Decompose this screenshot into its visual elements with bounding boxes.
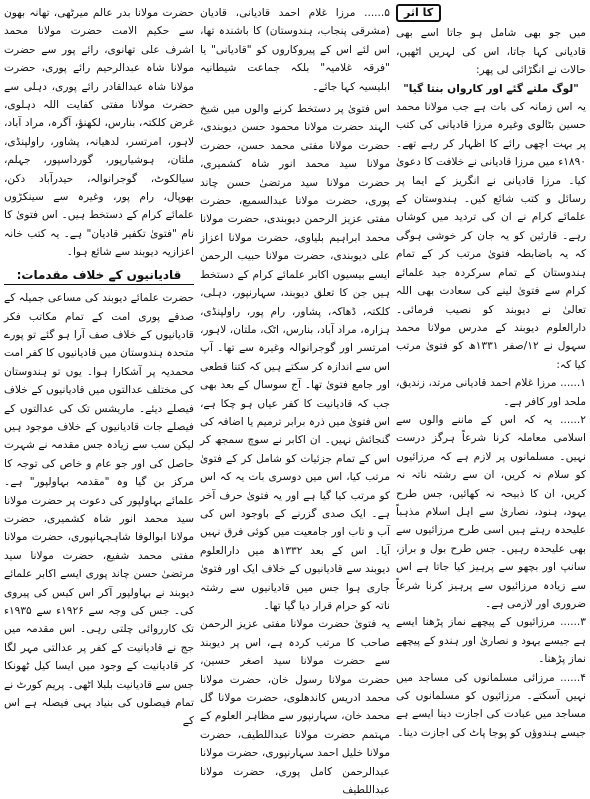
section-heading: قادیانیوں کے خلاف مقدمات: [4, 266, 194, 285]
fatwa-point-1: ۱...... مرزا غلام احمد قادیانی مرتد، زندیق، ملحد اور کافر ہے۔ [396, 377, 586, 408]
fatwa-point-2: ۲...... یہ کہ اس کے ماننے والوں سے اسلامی معاملہ کرنا شرعاً ہرگز درست نہیں۔ مسلمانوں پر لازم ہے کہ مرزائیوں کو سلام نہ کریں، ان سے رشتہ ناتہ نہ کریں، ان کا ذبیحہ نہ کھائیں، جس طرح یہود، ہنود، نصاریٰ سے اہل اسلام مذہباً علیحدہ رہتے ہیں اسی طرح مرزائیوں سے بھی علیحدہ رہیں۔ جس طرح بول و براز، سانپ اور بچھو سے پرہیز کیا جاتا ہے اس سے زیادہ مرزائیوں سے پرہیز کرنا شرعاً ضروری اور لازمی ہے۔ [396, 413, 586, 610]
paragraph: یہ اس زمانہ کی بات ہے جب مولانا محمد حسین بٹالوی وغیرہ مرزا قادیانی کی کتب پر بہت اچھی رائے کا اظہار کر رہے تھے۔ ۱۸۹۰ء میں مرزا قادیانی نے خلافت کا دعویٰ کیا۔ مرزا قادیانی نے انگریز کے ایما پر رسائل و کتب شائع کیں۔ ہندوستان کے علمائے کرام نے ان کی تردید میں کوشاں رہے۔ قارئین کو یہ جان کر خوشی ہوگی کہ یہ باضابطہ فتویٰ مرتب کر کے تمام ہندوستان کے تمام سرکردہ جید علمائے کرام سے فتویٰ لینے کی سعادت بھی اللہ تعالیٰ نے دیوبند کو نصیب فرمائی۔ دارالعلوم دیوبند کے مدرس مولانا محمد سہول نے ۱۲/صفر ۱۳۳۱ھ کو فتویٰ مرتب کیا کہ: [396, 101, 586, 371]
left-column [4, 4, 194, 769]
right-column [396, 4, 586, 769]
paragraph: میں جو بھی شامل ہو جاتا اسے بھی قادیانی کہا جاتا، اس کی لہریں اٹھیں، حالات نے انگڑائی لی پھر: [396, 27, 586, 77]
fatwa-point-5: ۵...... مرزا غلام احمد قادیانی، قادیان (مشرقی پنجاب، ہندوستان) کا باشندہ تھا، اس لئے اس کے پیروکاروں کو "قادیانی" یا "فرقہ غلامیہ" بلکہ جماعت شیطانیہ ابلیسیہ کہا جائے۔ [200, 7, 390, 93]
paragraph: اس فتویٰ پر دستخط کرنے والوں میں شیخ الہند حضرت مولانا محمود حسن دیوبندی، حضرت مولانا مفتی محمد حسن، حضرت مولانا سید محمد انور شاہ کشمیری، حضرت مولانا سید مرتضیٰ حسن چاند پوری، حضرت مولانا عبدالسمیع، حضرت مفتی عزیز الرحمن دیوبندی، حضرت مولانا محمد ابراہیم بلیاوی، حضرت مولانا اعزاز علی دیوبندی، حضرت مولانا حبیب الرحمن ایسے بیسیوں اکابر علمائے کرام کے دستخط ہیں جن کا تعلق دیوبند، سہارنپور، دہلی، کلکتہ، ڈھاکہ، پشاور، رام پور، راولپنڈی، ہزارہ، مراد آباد، بنارس، اٹک، ملتان، لاہور، امرتسر اور گوجرانوالہ وغیرہ سے تھا۔ آپ اس سے اندازہ کر سکتے ہیں کہ کتنا قطعی اور جامع فتویٰ تھا۔ آج سوسال کے بعد بھی جب کہ قادیانیت کا کفر عیاں ہو چکا ہے، اس فتویٰ میں ذرہ برابر ترمیم یا اضافہ کی گنجائش نہیں۔ ان اکابر نے سوچ سمجھ کر اس کے تمام جزئیات کو شامل کر کے فتویٰ مرتب کیا، اس میں دوسری بات یہ کہ اس کو مرتب کیا گیا ہے اور یہ فتویٰ حرف آخر ہے۔ ایک صدی گزرنے کے باوجود اس کی آب و تاب اور جامعیت میں کوئی فرق نہیں آیا۔ اس کے بعد ۱۳۳۲ھ میں دارالعلوم دیوبند سے قادیانیوں کے خلاف ایک اور فتویٰ جاری ہوا جس میں قادیانیوں سے رشتہ ناتہ کو حرام قرار دیا گیا تھا۔ [200, 103, 390, 612]
paragraph: یہ فتویٰ حضرت مولانا مفتی عزیز الرحمن صاحب کا مرتب کردہ ہے، اس پر دیوبند سے حضرت مولانا سید اصغر حسین، حضرت مولانا رسول خان، حضرت مولانا محمد ادریس کاندھلوی، حضرت مولانا گل محمد خان، سہارنپور سے مظاہر العلوم کے مہتمم حضرت مولانا عبداللطیف، حضرت مولانا خلیل احمد سہارنپوری، حضرت مولانا عبدالرحمن کامل پوری، حضرت مولانا عبداللطیف [200, 618, 390, 797]
paragraph: حضرت علمائے دیوبند کی مساعی جمیلہ کے صدقے پوری امت کے تمام مکاتب فکر قادیانیوں کے خلاف صف آرا ہو گئے تو پورے متحدہ ہندوستان میں قادیانیوں کا کفر امت محمدیہ پر آشکارا ہوا۔ یوں تو ہندوستان کی مختلف عدالتوں میں قادیانیوں کے خلاف فیصلے دیئے۔ ماریشس تک کی عدالتوں کے فیصلے جات قادیانیوں کے خلاف موجود ہیں لیکن سب سے زیادہ جس مقدمہ نے شہرت حاصل کی اور جو عام و خاص کی توجہ کا مرکز بن گیا وہ "مقدمہ بہاولپور" ہے۔ علمائے بہاولپور کی دعوت پر حضرت مولانا سید محمد انور شاہ کشمیری، حضرت مولانا ابوالوفا شاہجہانپوری، حضرت مولانا مفتی محمد شفیع، حضرت مولانا سید مرتضیٰ حسن چاند پوری ایسے اکابر علمائے دیوبند نے بہاولپور آکر اس کیس کی پیروی کی۔ جس کی وجہ سے ۱۹۲۶ء سے ۱۹۳۵ء تک کارروائی چلتی رہی۔ اس مقدمہ میں جج نے قادیانیت کے کفر پر عدالتی مہر لگا کر قادیانیت کے وجود میں ایسا کیل ٹھونکا جس سے قادیانیت بلبلا اٹھی۔ پریم کورٹ نے تمام فیصلوں کی بنیاد یہی فیصلہ ہے اس کے [4, 292, 194, 728]
fatwa-point-3: ۳...... مرزائیوں کے پیچھے نماز پڑھنا ایسے ہے جیسے یہود و نصاریٰ اور ہندو کے پیچھے نماز پڑھنا۔ [396, 616, 586, 666]
banner-label: کا اثر [396, 4, 441, 22]
quote-line: "لوگ ملتے گئے اور کارواں بنتا گیا" [403, 82, 579, 95]
fatwa-point-4: ۴...... مرزائی مسلمانوں کی مساجد میں نہیں آسکتے۔ مرزائیوں کو مسلمانوں کی مساجد میں عبادت کی اجازت دینا ایسے ہے جیسے ہندوؤں کو پوجا پاٹ کی اجازت دینا۔ [396, 671, 586, 739]
middle-column [200, 4, 390, 797]
paragraph: حضرت مولانا بدر عالم میرٹھی، تھانہ بھون سے حکیم الامت حضرت مولانا محمد اشرف علی تھانوی، رائے پور سے حضرت مولانا شاہ عبدالرحیم رائے پوری، حضرت مولانا شاہ عبدالقادر رائے پوری، دہلی سے حضرت مولانا مفتی کفایت اللہ دہلوی، غرض کلکتہ، بنارس، لکھنؤ، آگرہ، مراد آباد، لاہور، امرتسر، لدھیانہ، پشاور، راولپنڈی، ملتان، ہوشیارپور، گورداسپور، جہلم، سیالکوٹ، گوجرانوالہ، حیدرآباد دکن، بھوپال، رام پور، وغیرہ سے سینکڑوں علمائے کرام کے دستخط ہیں۔ اس فتویٰ کا نام "فتویٰ تکفیر قادیان" ہے۔ یہ کتب خانہ اعزازیہ دیوبند سے شائع ہوا۔ [4, 7, 194, 259]
section-banner [396, 4, 586, 22]
